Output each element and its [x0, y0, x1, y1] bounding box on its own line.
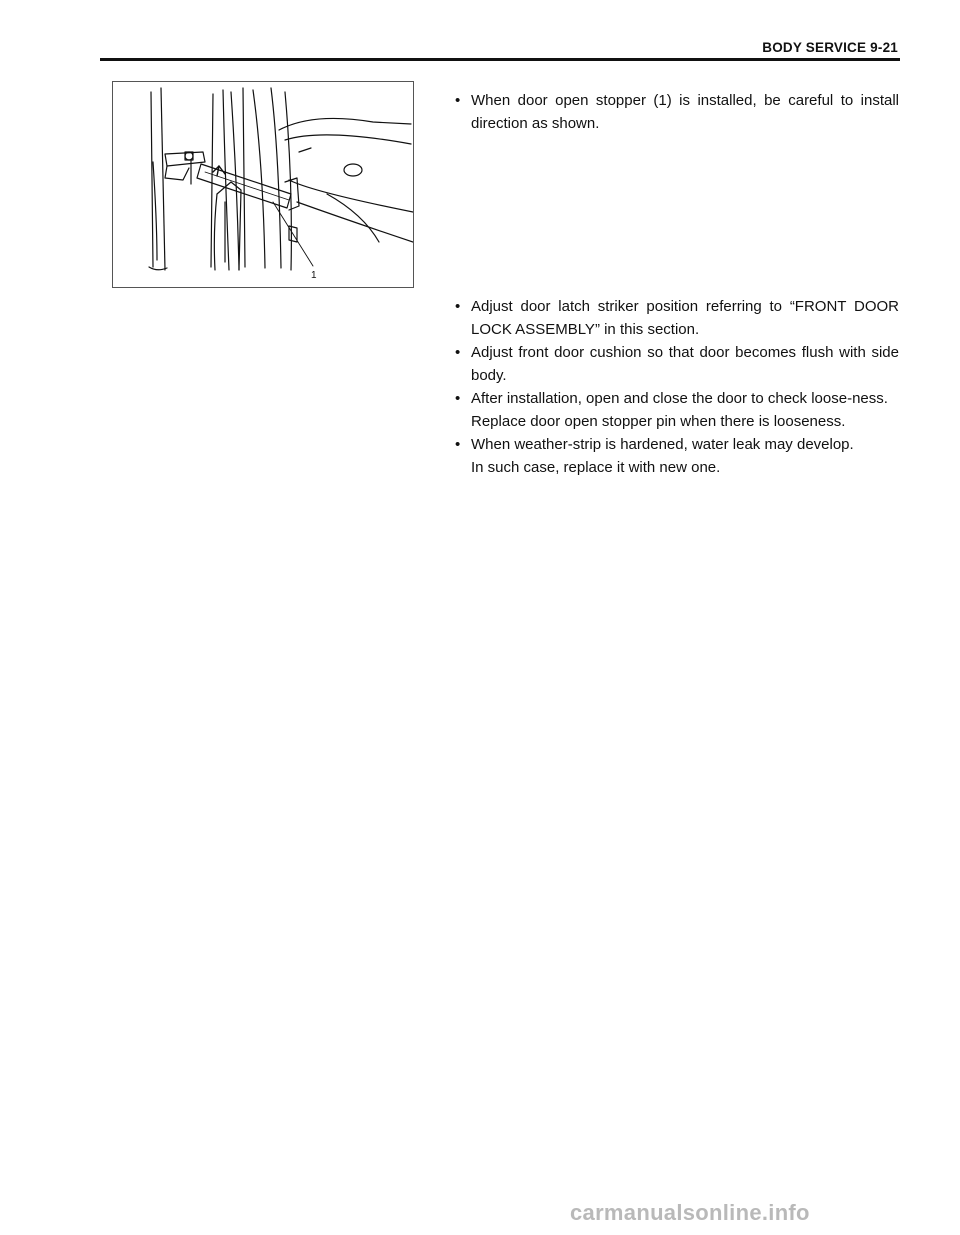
door-stopper-illustration	[112, 81, 414, 288]
instruction-list-a	[455, 89, 899, 135]
page-header-title: BODY SERVICE 9-21	[762, 40, 898, 55]
callout-1-label: 1	[311, 270, 317, 281]
footer-watermark: carmanualsonline.info	[570, 1200, 810, 1225]
bullet-item: • When weather-strip is hardened, water leak may develop.	[455, 433, 899, 456]
bullet-item: • Adjust door latch striker position referring to “FRONT DOOR LOCK ASSEMBLY” in this section.	[455, 295, 899, 341]
instruction-list-b	[455, 295, 899, 479]
bullet-item: • Adjust front door cushion so that door becomes flush with side body.	[455, 341, 899, 387]
bullet-continuation: In such case, replace it with new one.	[471, 459, 721, 476]
bullet-item: • When door open stopper (1) is installed, be careful to install direction as shown.	[455, 89, 899, 135]
header-rule	[100, 58, 900, 61]
bullet-item: • After installation, open and close the door to check loose-ness.	[455, 387, 899, 410]
bullet-continuation: Replace door open stopper pin when there is looseness.	[471, 413, 846, 430]
